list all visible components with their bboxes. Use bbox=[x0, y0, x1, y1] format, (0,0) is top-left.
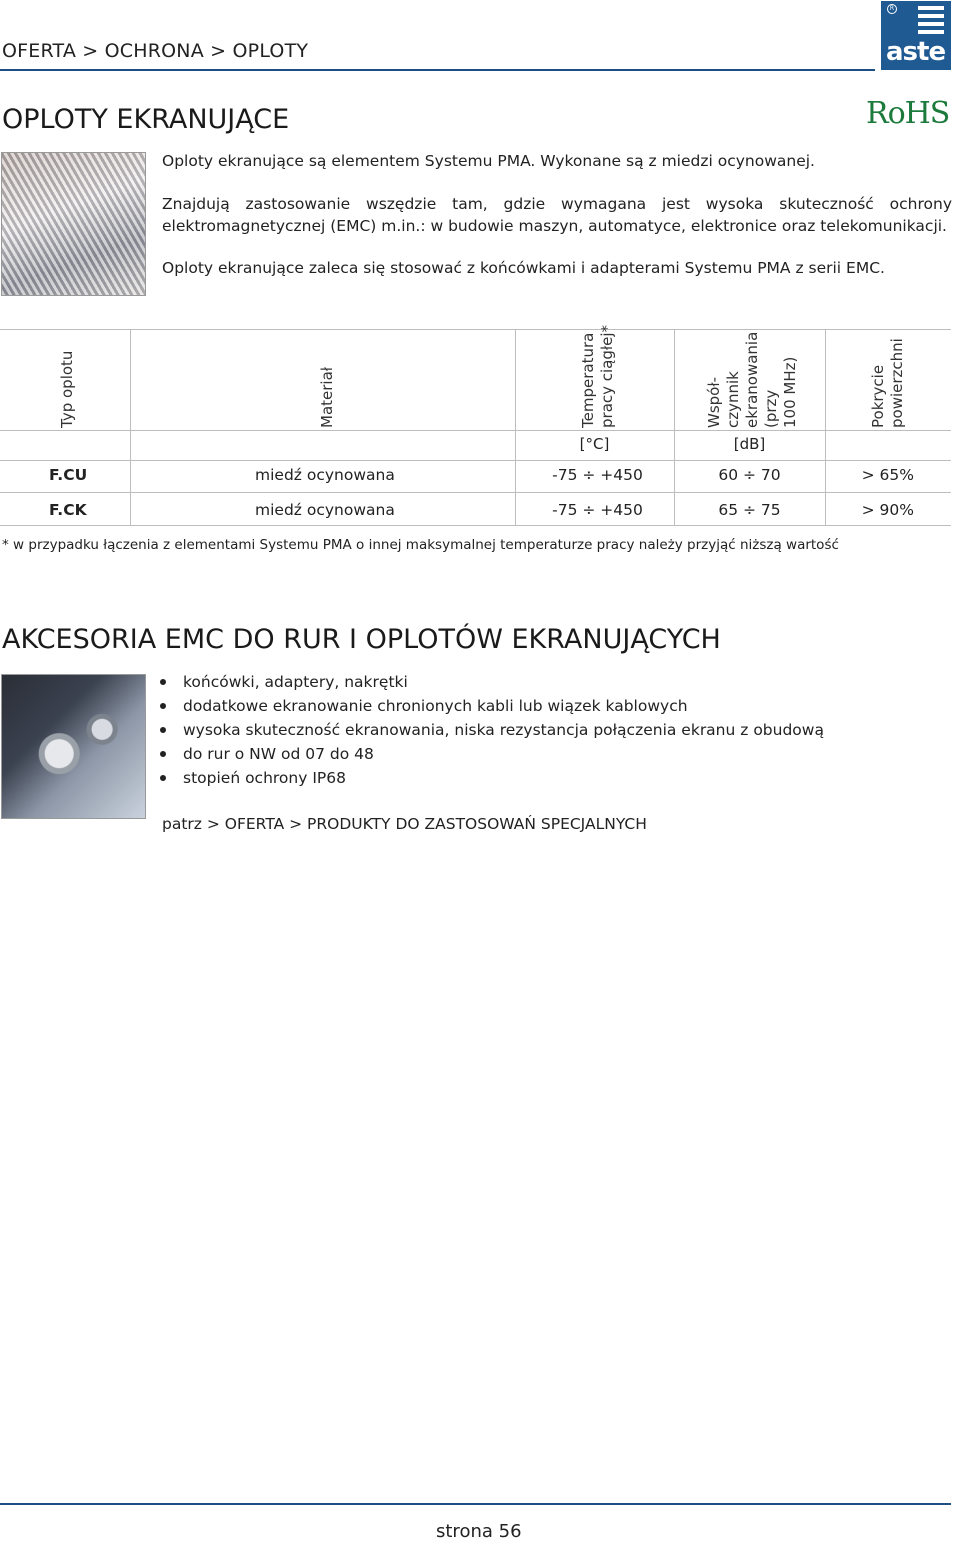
table-footnote: * w przypadku łączenia z elementami Systemu PMA o innej maksymalnej temperaturze pracy należy przyjąć niższą wartość bbox=[2, 537, 839, 553]
aste-logo bbox=[881, 1, 951, 70]
cell-type: F.CK bbox=[49, 501, 87, 519]
intro-paragraph: Oploty ekranujące są elementem Systemu PMA. Wykonane są z miedzi ocynowanej. bbox=[162, 152, 815, 170]
spec-table bbox=[0, 324, 951, 526]
list-item: końcówki, adaptery, nakrętki bbox=[157, 670, 824, 694]
application-paragraph: Znajdują zastosowanie wszędzie tam, gdzie wymagana jest wysoka skuteczność ochrony elektromagnetycznej (EMC) m.in.: w budowie maszyn, automatyce, elektronice oraz telekomunikacji. bbox=[162, 195, 952, 235]
see-also-link[interactable]: patrz > OFERTA > PRODUKTY DO ZASTOSOWAŃ SPECJALNYCH bbox=[162, 815, 647, 833]
recommendation-paragraph: Oploty ekranujące zaleca się stosować z końcówkami i adapterami Systemu PMA z serii EMC. bbox=[162, 259, 885, 277]
list-item: do rur o NW od 07 do 48 bbox=[157, 742, 824, 766]
cell-temperature: -75 ÷ +450 bbox=[552, 501, 643, 519]
footer-divider bbox=[0, 1503, 951, 1505]
emc-fittings-photo bbox=[1, 674, 146, 819]
unit-temperature: [°C] bbox=[579, 435, 610, 453]
brand-wordmark: aste bbox=[886, 37, 946, 67]
header-material: Materiał bbox=[318, 366, 336, 428]
list-item: stopień ochrony IP68 bbox=[157, 766, 824, 790]
list-item: dodatkowe ekranowanie chronionych kabli lub wiązek kablowych bbox=[157, 694, 824, 718]
breadcrumb: OFERTA > OCHRONA > OPLOTY bbox=[2, 40, 309, 62]
unit-db: [dB] bbox=[733, 435, 766, 453]
cell-shielding: 65 ÷ 75 bbox=[718, 501, 781, 519]
rohs-mark: RoHS bbox=[866, 96, 950, 131]
cell-material: miedź ocynowana bbox=[255, 466, 395, 484]
cell-material: miedź ocynowana bbox=[255, 501, 395, 519]
cell-coverage: > 90% bbox=[861, 501, 914, 519]
header-pokrycie: Pokrycie powierzchni bbox=[869, 338, 906, 428]
registered-mark-icon: R bbox=[887, 4, 897, 14]
cell-shielding: 60 ÷ 70 bbox=[718, 466, 781, 484]
cell-temperature: -75 ÷ +450 bbox=[552, 466, 643, 484]
section-title-akcesoria: AKCESORIA EMC DO RUR I OPLOTÓW EKRANUJĄCYCH bbox=[2, 624, 721, 655]
cell-type: F.CU bbox=[49, 466, 88, 484]
page-number: strona 56 bbox=[436, 1521, 522, 1542]
features-list bbox=[157, 670, 824, 790]
header-divider bbox=[0, 69, 875, 71]
header-typ-oplotu: Typ oplotu bbox=[58, 350, 76, 428]
section-title-oploty: OPLOTY EKRANUJĄCE bbox=[2, 104, 290, 135]
list-item: wysoka skuteczność ekranowania, niska rezystancja połączenia ekranu z obudową bbox=[157, 718, 824, 742]
cell-coverage: > 65% bbox=[861, 466, 914, 484]
header-wspolczynnik: Współ- czynnik ekranowania (przy 100 MHz) bbox=[705, 331, 799, 428]
braided-shield-photo bbox=[1, 152, 146, 296]
header-temperatura: Temperatura pracy ciągłej* bbox=[579, 324, 616, 428]
